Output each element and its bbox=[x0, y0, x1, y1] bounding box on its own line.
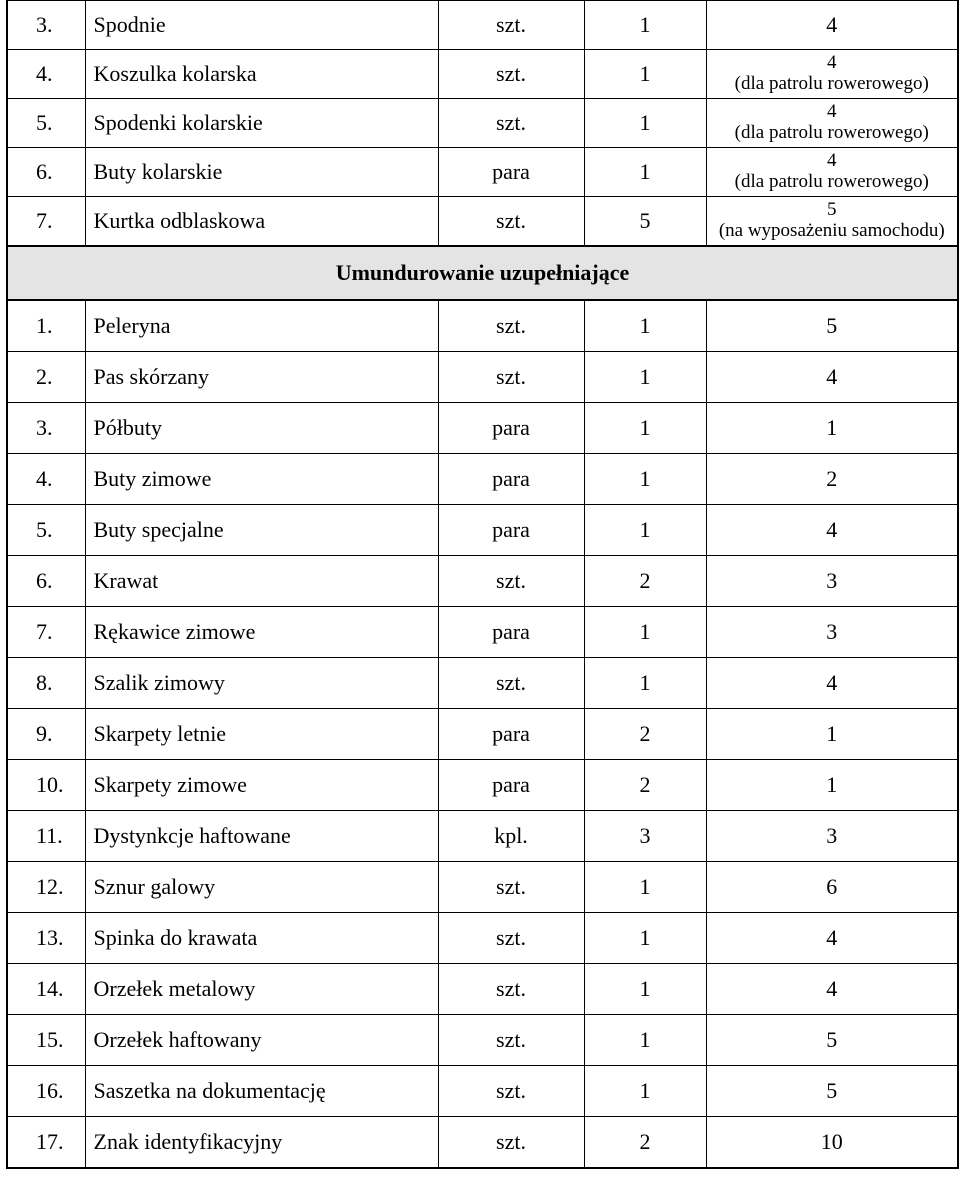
item-name: Szalik zimowy bbox=[85, 658, 438, 709]
item-norm: 5 bbox=[706, 300, 958, 352]
item-unit: szt. bbox=[438, 99, 584, 148]
item-unit: para bbox=[438, 709, 584, 760]
item-norm: 1 bbox=[706, 403, 958, 454]
item-unit: szt. bbox=[438, 862, 584, 913]
row-number: 6. bbox=[7, 556, 85, 607]
norm-value: 4 bbox=[827, 101, 837, 122]
item-quantity: 1 bbox=[584, 1015, 706, 1066]
row-number: 5. bbox=[7, 99, 85, 148]
item-norm: 5 bbox=[706, 1015, 958, 1066]
norm-note: (dla patrolu rowerowego) bbox=[734, 171, 929, 192]
item-norm bbox=[706, 1, 958, 50]
item-quantity: 1 bbox=[584, 862, 706, 913]
table-row bbox=[7, 1015, 958, 1066]
item-unit: szt. bbox=[438, 1117, 584, 1169]
item-unit: szt. bbox=[438, 197, 584, 247]
item-quantity: 1 bbox=[584, 50, 706, 99]
item-norm: 2 bbox=[706, 454, 958, 505]
item-name: Krawat bbox=[85, 556, 438, 607]
item-unit: szt. bbox=[438, 300, 584, 352]
row-number: 7. bbox=[7, 607, 85, 658]
row-number: 17. bbox=[7, 1117, 85, 1169]
table-row bbox=[7, 862, 958, 913]
row-number: 13. bbox=[7, 913, 85, 964]
table-row bbox=[7, 709, 958, 760]
item-quantity: 1 bbox=[584, 1066, 706, 1117]
row-number: 15. bbox=[7, 1015, 85, 1066]
item-norm bbox=[706, 148, 958, 197]
item-name: Saszetka na dokumentację bbox=[85, 1066, 438, 1117]
item-norm: 3 bbox=[706, 556, 958, 607]
table-row bbox=[7, 1066, 958, 1117]
item-norm: 4 bbox=[706, 505, 958, 556]
row-number: 6. bbox=[7, 148, 85, 197]
item-quantity: 2 bbox=[584, 760, 706, 811]
row-number: 8. bbox=[7, 658, 85, 709]
table-row bbox=[7, 1117, 958, 1169]
item-quantity: 3 bbox=[584, 811, 706, 862]
table-row bbox=[7, 913, 958, 964]
row-number: 10. bbox=[7, 760, 85, 811]
table-row bbox=[7, 99, 958, 148]
row-number: 11. bbox=[7, 811, 85, 862]
item-name: Peleryna bbox=[85, 300, 438, 352]
item-unit: para bbox=[438, 505, 584, 556]
item-name: Orzełek haftowany bbox=[85, 1015, 438, 1066]
item-unit: szt. bbox=[438, 658, 584, 709]
norm-value: 4 bbox=[827, 52, 837, 73]
item-norm: 1 bbox=[706, 709, 958, 760]
item-name: Koszulka kolarska bbox=[85, 50, 438, 99]
table-row bbox=[7, 505, 958, 556]
row-number: 4. bbox=[7, 454, 85, 505]
item-norm bbox=[706, 50, 958, 99]
item-unit: szt. bbox=[438, 556, 584, 607]
item-name: Znak identyfikacyjny bbox=[85, 1117, 438, 1169]
item-quantity: 1 bbox=[584, 352, 706, 403]
section-title: Umundurowanie uzupełniające bbox=[7, 246, 958, 300]
item-unit: szt. bbox=[438, 1015, 584, 1066]
table-row bbox=[7, 1, 958, 50]
item-quantity: 1 bbox=[584, 1, 706, 50]
item-norm: 4 bbox=[706, 658, 958, 709]
item-unit: szt. bbox=[438, 352, 584, 403]
row-number: 2. bbox=[7, 352, 85, 403]
table-row bbox=[7, 300, 958, 352]
table-row bbox=[7, 964, 958, 1015]
row-number: 9. bbox=[7, 709, 85, 760]
norm-note: (na wyposażeniu samochodu) bbox=[718, 220, 945, 241]
norm-value: 5 bbox=[827, 199, 837, 220]
row-number: 3. bbox=[7, 1, 85, 50]
row-number: 16. bbox=[7, 1066, 85, 1117]
norm-value: 4 bbox=[827, 150, 837, 171]
table-row bbox=[7, 50, 958, 99]
item-name: Spodenki kolarskie bbox=[85, 99, 438, 148]
item-quantity: 1 bbox=[584, 964, 706, 1015]
item-quantity: 2 bbox=[584, 709, 706, 760]
uniform-table bbox=[6, 0, 959, 1169]
item-norm bbox=[706, 197, 958, 247]
row-number: 3. bbox=[7, 403, 85, 454]
item-norm: 5 bbox=[706, 1066, 958, 1117]
item-norm bbox=[706, 99, 958, 148]
item-quantity: 1 bbox=[584, 403, 706, 454]
item-name: Kurtka odblaskowa bbox=[85, 197, 438, 247]
item-unit: szt. bbox=[438, 964, 584, 1015]
row-number: 14. bbox=[7, 964, 85, 1015]
item-unit: szt. bbox=[438, 50, 584, 99]
item-unit: szt. bbox=[438, 1066, 584, 1117]
item-norm: 4 bbox=[706, 913, 958, 964]
item-name: Buty kolarskie bbox=[85, 148, 438, 197]
table-row bbox=[7, 556, 958, 607]
norm-note: (dla patrolu rowerowego) bbox=[734, 122, 929, 143]
item-name: Buty zimowe bbox=[85, 454, 438, 505]
row-number: 7. bbox=[7, 197, 85, 247]
item-norm: 1 bbox=[706, 760, 958, 811]
item-norm: 10 bbox=[706, 1117, 958, 1169]
item-unit: para bbox=[438, 607, 584, 658]
table-row bbox=[7, 811, 958, 862]
table-row bbox=[7, 352, 958, 403]
item-quantity: 1 bbox=[584, 607, 706, 658]
item-quantity: 2 bbox=[584, 556, 706, 607]
item-unit: para bbox=[438, 760, 584, 811]
section-header-row bbox=[7, 246, 958, 300]
item-name: Półbuty bbox=[85, 403, 438, 454]
item-name: Spinka do krawata bbox=[85, 913, 438, 964]
item-quantity: 1 bbox=[584, 658, 706, 709]
item-name: Skarpety zimowe bbox=[85, 760, 438, 811]
item-quantity: 1 bbox=[584, 913, 706, 964]
item-name: Sznur galowy bbox=[85, 862, 438, 913]
item-name: Rękawice zimowe bbox=[85, 607, 438, 658]
item-quantity: 1 bbox=[584, 454, 706, 505]
item-name: Buty specjalne bbox=[85, 505, 438, 556]
table-row bbox=[7, 607, 958, 658]
item-quantity: 2 bbox=[584, 1117, 706, 1169]
item-norm: 4 bbox=[706, 964, 958, 1015]
item-unit: kpl. bbox=[438, 811, 584, 862]
item-quantity: 5 bbox=[584, 197, 706, 247]
table-row bbox=[7, 760, 958, 811]
item-unit: para bbox=[438, 403, 584, 454]
item-quantity: 1 bbox=[584, 300, 706, 352]
row-number: 5. bbox=[7, 505, 85, 556]
item-norm: 6 bbox=[706, 862, 958, 913]
row-number: 1. bbox=[7, 300, 85, 352]
item-name: Pas skórzany bbox=[85, 352, 438, 403]
table-row bbox=[7, 403, 958, 454]
item-name: Skarpety letnie bbox=[85, 709, 438, 760]
row-number: 12. bbox=[7, 862, 85, 913]
norm-note: (dla patrolu rowerowego) bbox=[734, 73, 929, 94]
row-number: 4. bbox=[7, 50, 85, 99]
item-name: Dystynkcje haftowane bbox=[85, 811, 438, 862]
item-norm: 3 bbox=[706, 811, 958, 862]
item-unit: szt. bbox=[438, 1, 584, 50]
item-name: Spodnie bbox=[85, 1, 438, 50]
table-row bbox=[7, 658, 958, 709]
item-quantity: 1 bbox=[584, 99, 706, 148]
item-unit: para bbox=[438, 148, 584, 197]
item-norm: 4 bbox=[706, 352, 958, 403]
item-norm: 3 bbox=[706, 607, 958, 658]
item-unit: para bbox=[438, 454, 584, 505]
table-row bbox=[7, 148, 958, 197]
item-name: Orzełek metalowy bbox=[85, 964, 438, 1015]
table-row bbox=[7, 454, 958, 505]
table-row bbox=[7, 197, 958, 247]
norm-value: 4 bbox=[826, 12, 838, 37]
item-quantity: 1 bbox=[584, 148, 706, 197]
item-quantity: 1 bbox=[584, 505, 706, 556]
item-unit: szt. bbox=[438, 913, 584, 964]
